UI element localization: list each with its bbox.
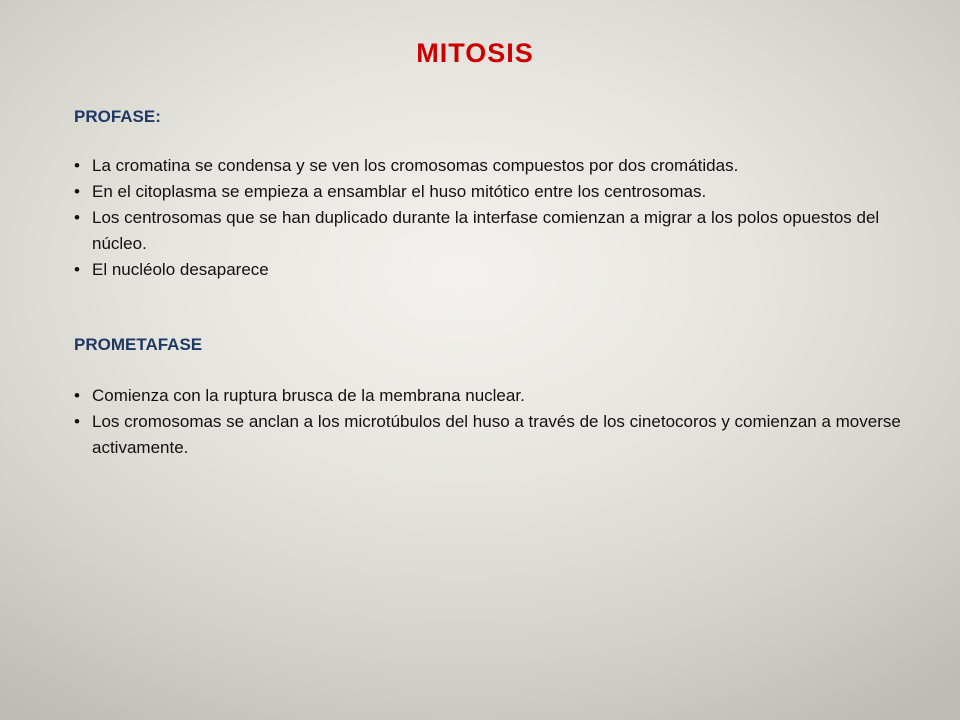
bullet-dot: • — [74, 182, 80, 201]
bullet-text: Comienza con la ruptura brusca de la membrana nuclear. — [92, 386, 525, 405]
bullet-item — [74, 257, 924, 283]
section-heading-profase: PROFASE: — [74, 107, 161, 126]
bullet-item — [74, 179, 924, 205]
bullet-item — [74, 205, 924, 257]
bullet-list-profase — [74, 153, 924, 283]
bullet-text: La cromatina se condensa y se ven los cromosomas compuestos por dos cromátidas. — [92, 156, 739, 175]
bullet-item — [74, 153, 924, 179]
bullet-item — [74, 383, 924, 409]
bullet-dot: • — [74, 386, 80, 405]
bullet-text: Los cromosomas se anclan a los microtúbulos del huso a través de los cinetocoros y comienzan a moverse activamente. — [92, 412, 901, 457]
bullet-dot: • — [74, 156, 80, 175]
slide-title: MITOSIS — [416, 38, 534, 68]
bullet-list-prometafase — [74, 383, 924, 461]
bullet-item — [74, 409, 924, 461]
bullet-dot: • — [74, 208, 80, 227]
bullet-dot: • — [74, 412, 80, 431]
bullet-dot: • — [74, 260, 80, 279]
bullet-text: El nucléolo desaparece — [92, 260, 269, 279]
bullet-text: En el citoplasma se empieza a ensamblar el huso mitótico entre los centrosomas. — [92, 182, 707, 201]
section-heading-prometafase: PROMETAFASE — [74, 335, 203, 354]
bullet-text: Los centrosomas que se han duplicado durante la interfase comienzan a migrar a los polos opuestos del núcleo. — [92, 208, 880, 253]
